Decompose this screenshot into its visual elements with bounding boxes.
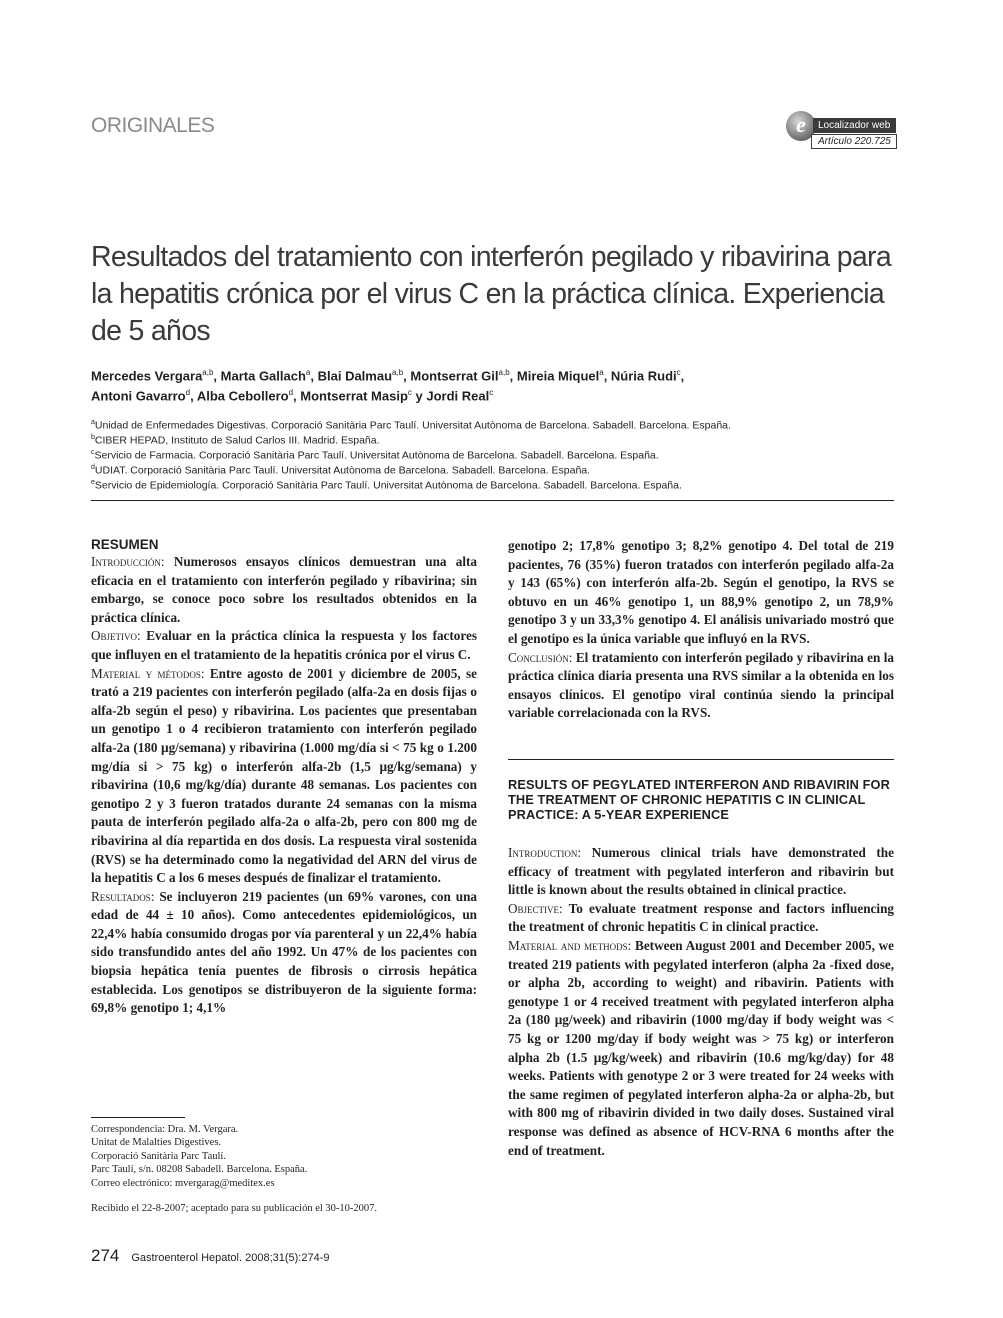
article-number: Artículo 220.725 <box>811 134 897 149</box>
section-text: genotipo 2; 17,8% genotipo 3; 8,2% genotipo 4. Del total de 219 pacientes, 76 (35%) fueron tratados con interferón pegilado alfa-2a y 143 (65%) con interferón alfa-2b. Según el genotipo, la RVS se obtuvo en un 46% genotipo 1, un 88,9% genotipo 2, un 78,9% genotipo 3 y un 33,3% genotipo 4. El análisis univariado mostró que el genotipo es la única variable que influyó en la RVS. <box>508 538 894 646</box>
author-name: Mercedes Vergara <box>91 368 203 384</box>
abstract-objetivo <box>91 627 477 664</box>
footnote-divider <box>91 1117 185 1118</box>
affiliation-text: Servicio de Farmacia. Corporació Sanitària Parc Taulí. Universitat Autònoma de Barcelona. Sabadell. Barcelona. España. <box>94 449 659 462</box>
author-name: Jordi Real <box>426 388 490 404</box>
author-separator: , <box>310 368 318 384</box>
correspondence-block <box>91 1123 481 1190</box>
section-head: Material y métodos: <box>91 665 205 681</box>
author-name: Alba Cebollero <box>196 388 289 404</box>
author-name: Montserrat Gil <box>410 368 499 384</box>
affiliation-text: Servicio de Epidemiología. Corporació Sanitària Parc Taulí. Universitat Autònoma de Barcelona. Sabadell. Barcelona. España. <box>94 479 682 492</box>
section-head: Material and methods: <box>508 937 632 953</box>
abstract-metodos <box>91 665 477 888</box>
affiliation-text: UDIAT. Corporació Sanitària Parc Taulí. Universitat Autònoma de Barcelona. Sabadell. Barcelona. España. <box>94 464 591 477</box>
author-name: Blai Dalmau <box>317 368 393 384</box>
resumen-heading: RESUMEN <box>91 537 159 552</box>
correspondence-line: Correspondencia: Dra. M. Vergara. <box>91 1124 239 1135</box>
section-text: Evaluar en la práctica clínica la respuesta y los factores que influyen en el tratamiento de la hepatitis crónica por el virus C. <box>91 628 477 662</box>
section-label: ORIGINALES <box>91 114 215 137</box>
author-affiliation-mark: c <box>676 368 681 377</box>
abstract-resultados-cont <box>508 537 894 649</box>
section-text: Entre agosto de 2001 y diciembre de 2005, se trató a 219 pacientes con interferón pegilado (alfa-2a en dosis fijas o alfa-2b según el peso) y ribavirina. Los pacientes que presentaban un genotipo 1 o 4 recibieron tratamiento con interferón pegilado alfa-2a (180 µg/semana) y ribavirina (1.000 mg/día si < 75 kg o 1.200 mg/día si > 75 kg) o interferón alfa-2b (1,5 µg/kg/semana) y ribavirina (10,6 mg/kg/día) durante 48 semanas. Los pacientes con genotipo 2 y 3 fueron tratados durante 24 semanas con la misma pauta de interferón pegilado alfa-2a o alfa-2b, pero con 800 mg de ribavirina al día repartida en dos dosis. La respuesta viral sostenida (RVS) se ha determinado como la negatividad del ARN del virus de la hepatitis C a los 6 meses después de finalizar el tratamiento. <box>91 665 478 886</box>
affiliation-mark: e <box>91 479 95 486</box>
author-affiliation-mark: d <box>185 388 191 398</box>
divider <box>91 500 894 501</box>
author-affiliation-mark: c <box>489 388 494 398</box>
section-text: Se incluyeron 219 pacientes (un 69% varones, con una edad de 44 ± 10 años). Como antecedentes epidemiológicos, un 22,4% había consumido drogas por vía parenteral y un 22,4% había sido transfundido antes del año 1992. Un 47% de los pacientes con biopsia hepática tenía puentes de fibrosis o cirrosis hepática establecida. Los genotipos se distribuyeron de la siguiente forma: 69,8% genotipo 1; 4,1% <box>91 888 477 1016</box>
abstract-column-right <box>508 537 894 723</box>
section-text: To evaluate treatment response and factors influencing the treatment of chronic hepatitis C in clinical practice. <box>508 900 895 935</box>
affiliation-mark: b <box>91 434 95 441</box>
author-separator: , <box>603 368 611 384</box>
correspondence-line: Corporació Sanitària Parc Taulí. <box>91 1150 226 1162</box>
page-footer <box>91 1246 330 1266</box>
author-affiliation-mark: a,b <box>392 368 404 377</box>
author-affiliation-mark: a <box>305 368 311 377</box>
e-logo-icon: e <box>786 111 816 141</box>
correspondence-line[interactable]: Correo electrónico: mvergarag@meditex.es <box>91 1177 275 1189</box>
section-text: Between August 2001 and December 2005, we treated 219 patients with pegylated interferon (alpha 2a -fixed dose, or alpha 2b, according to weight) and ribavirin. Patients with genotype 1 or 4 received treatment with pegylated interferon alpha 2a (180 µg/week) and ribavirin (1000 mg/day if body weight was < 75 kg or 1200 mg/day if body weight was > 75 kg) or interferon alpha 2b (1.5 µg/kg/week) and ribavirin (10.6 mg/kg/day) for 48 weeks. Patients with genotype 2 or 3 were treated for 24 weeks with the same regimen of pegylated interferon alpha-2a or alpha-2b, but with 800 mg of ribavirin divided in two daily doses. Sustained viral response was defined as absence of HCV-RNA 6 months after the end of treatment. <box>508 937 895 1158</box>
locator-label: Localizador web <box>813 118 896 133</box>
author-name: Montserrat Masip <box>300 388 408 404</box>
author-name: Marta Gallach <box>220 368 306 384</box>
section-head: Objetivo: <box>91 628 141 644</box>
affiliation-line <box>91 477 891 492</box>
affiliation-line <box>91 417 891 432</box>
english-title-heading: RESULTS OF PEGYLATED INTERFERON AND RIBAVIRIN FOR THE TREATMENT OF CHRONIC HEPATITIS C IN CLINICAL PRACTICE: A 5-YEAR EXPERIENCE <box>508 777 890 822</box>
abstract-column-left <box>91 537 477 1018</box>
section-head: Introduction: <box>508 845 582 860</box>
author-name: Mireia Miquel <box>516 368 600 384</box>
affiliation-text: Unidad de Enfermedades Digestivas. Corporació Sanitària Parc Taulí. Universitat Autònoma de Barcelona. Sabadell. Barcelona. España. <box>94 419 731 432</box>
section-head: Objective: <box>508 900 563 916</box>
received-dates: Recibido el 22-8-2007; aceptado para su publicación el 30-10-2007. <box>91 1203 378 1214</box>
author-separator: , <box>293 388 301 404</box>
journal-citation: Gastroenterol Hepatol. 2008;31(5):274-9 <box>131 1252 330 1264</box>
correspondence-line: Parc Taulí, s/n. 08208 Sabadell. Barcelona. España. <box>91 1164 308 1176</box>
divider <box>508 759 894 760</box>
author-separator: y <box>411 388 427 404</box>
author-separator: , <box>213 368 221 384</box>
author-separator: , <box>509 368 517 384</box>
section-text: El tratamiento con interferón pegilado y ribavirina en la práctica clínica diaria presenta una RVS similar a la obtenida en los ensayos clínicos. El genotipo viral continúa siendo la principal variable correlacionada con la RVS. <box>508 649 895 721</box>
author-affiliation-mark: a,b <box>202 368 214 377</box>
author-affiliation-mark: a <box>599 368 604 377</box>
article-title: Resultados del tratamiento con interferón pegilado y ribavirina para la hepatitis crónica por el virus C en la práctica clínica. Experiencia de 5 años <box>91 241 891 347</box>
author-separator: , <box>403 368 411 384</box>
affiliation-mark: c <box>91 449 95 456</box>
page-number: 274 <box>91 1246 120 1265</box>
author-affiliation-mark: c <box>407 388 412 398</box>
web-locator-badge[interactable] <box>786 111 898 151</box>
abstract-objective <box>508 900 894 937</box>
affiliation-mark: d <box>91 464 95 471</box>
affiliation-mark: a <box>91 419 95 426</box>
english-abstract <box>508 844 894 1160</box>
author-name: Antoni Gavarro <box>91 388 186 404</box>
author-separator: , <box>680 368 685 384</box>
section-text: Numerous clinical trials have demonstrated the efficacy of treatment with pegylated interferon and ribavirin but little is known about the results obtained in clinical practice. <box>508 845 894 898</box>
affiliation-line <box>91 447 891 462</box>
affiliation-line <box>91 462 891 477</box>
section-head: Resultados: <box>91 888 155 904</box>
section-head: Conclusión: <box>508 649 573 665</box>
abstract-resultados <box>91 888 477 1018</box>
abstract-introduction <box>508 844 894 900</box>
author-name: Núria Rudi <box>610 368 677 384</box>
affiliation-line <box>91 432 891 447</box>
author-separator: , <box>190 388 197 404</box>
author-list <box>91 364 881 405</box>
author-affiliation-mark: a,b <box>498 368 510 377</box>
abstract-methods <box>508 937 894 1160</box>
affiliation-list <box>91 417 891 492</box>
section-text: Numerosos ensayos clínicos demuestran una alta eficacia en el tratamiento con interferón pegilado y ribavirina; sin embargo, se conoce poco sobre los resultados obtenidos en la práctica clínica. <box>91 554 477 625</box>
affiliation-text: CIBER HEPAD, Instituto de Salud Carlos III. Madrid. España. <box>94 434 380 447</box>
abstract-introduccion <box>91 553 477 627</box>
correspondence-line: Unitat de Malalties Digestives. <box>91 1137 222 1149</box>
section-head: Introducción: <box>91 554 165 569</box>
author-affiliation-mark: d <box>288 388 294 398</box>
abstract-conclusion <box>508 649 894 723</box>
